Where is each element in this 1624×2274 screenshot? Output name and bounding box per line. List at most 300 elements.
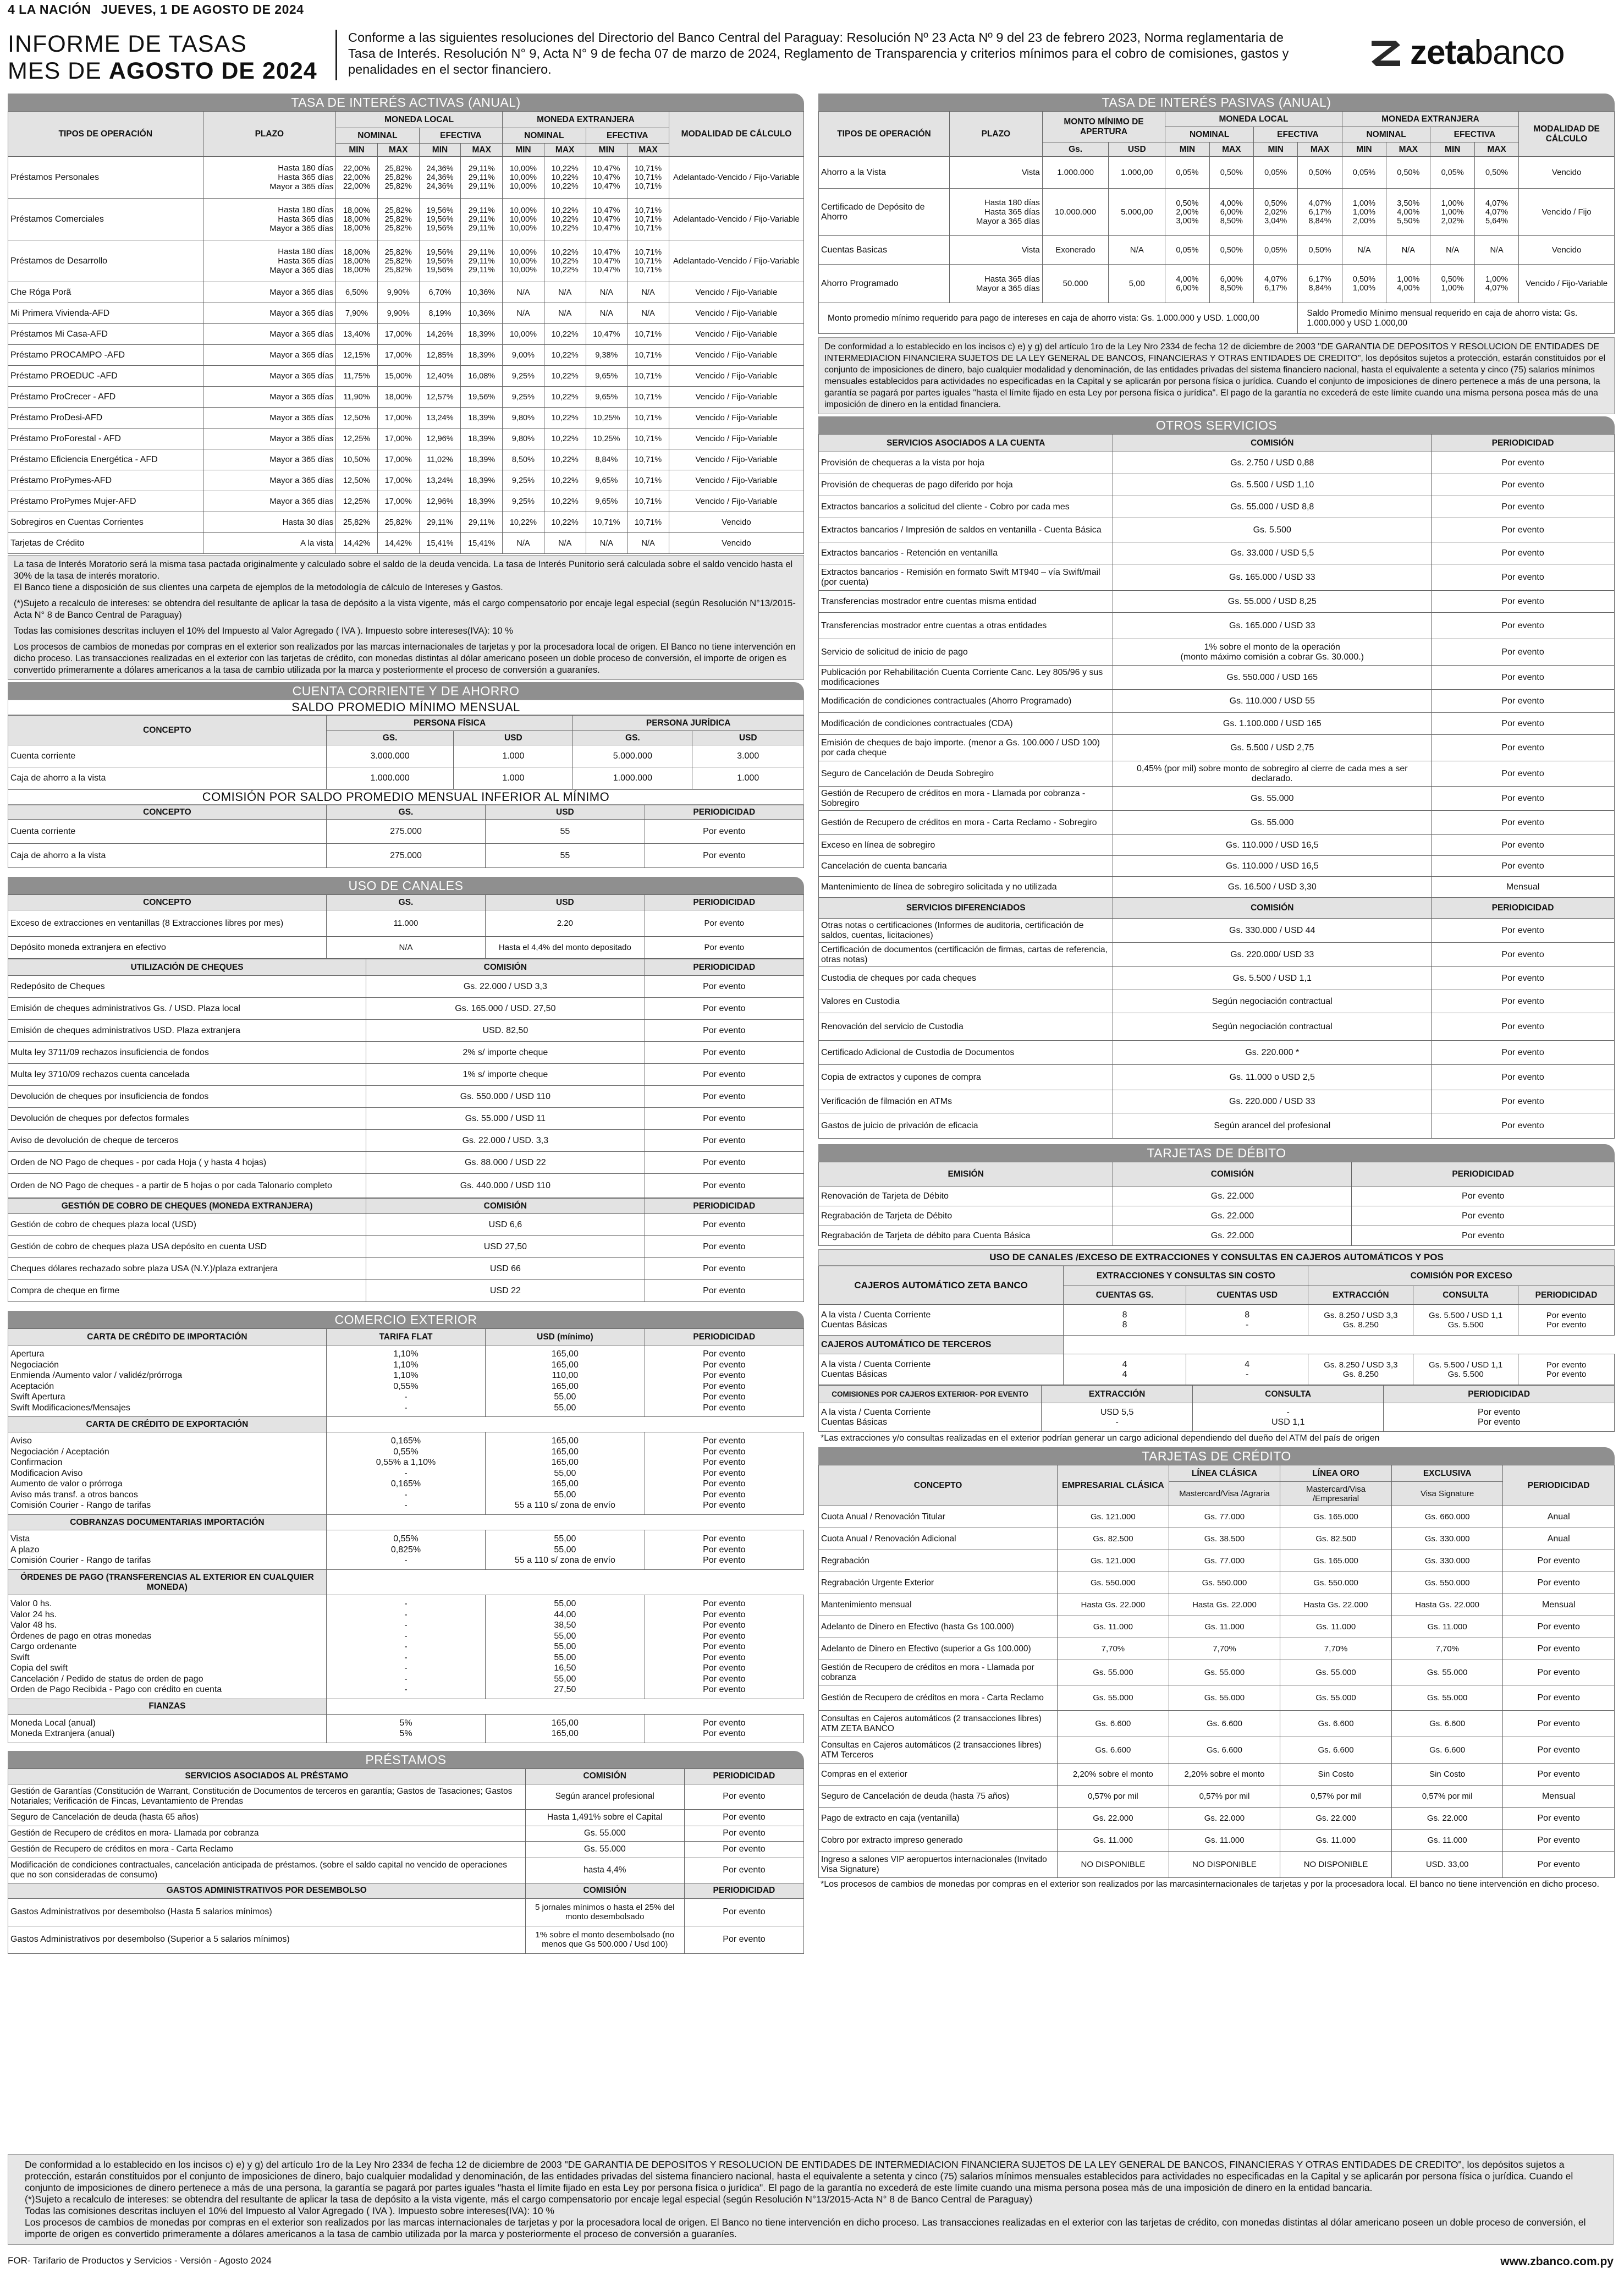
activas-table [8,111,804,554]
comision: Según negociación contractual [1113,990,1432,1013]
table-row [8,1826,804,1841]
comision: 1% sobre el monto de la operación (monto máximo comisión a cobrar Gs. 30.000.) [1113,639,1432,666]
col-plazo: PLAZO [203,112,336,157]
value: Sin Costo [1280,1764,1392,1786]
concepto: Certificado Adicional de Custodia de Documentos [819,1041,1113,1065]
rate-value: 24,36% 24,36% 24,36% [419,157,461,199]
operation-plazo: Mayor a 365 días [203,470,336,491]
credito-title: TARJETAS DE CRÉDITO [818,1447,1615,1465]
rate-value: 25,82% 25,82% 25,82% [377,199,419,240]
value: Gs. 11.000 [1058,1830,1169,1852]
operation-name: Mi Primera Vivienda-AFD [8,303,203,324]
col-extraccion: EXTRACCIÓN [1042,1386,1193,1403]
table-row [819,157,1615,189]
rate-value: 17,00% [377,429,419,449]
concepto: Regrabación de Tarjeta de Débito [819,1206,1113,1226]
comision: Gs. 11.000 o USD 2,5 [1113,1065,1432,1090]
periodicidad: Por evento [1503,1711,1615,1737]
rate-value: 10,50% [336,449,378,470]
col-periodicidad: PERIODICIDAD [645,1199,803,1214]
col-periodicidad: PERIODICIDAD [684,1883,803,1898]
col-exterior: COMISIONES POR CAJEROS EXTERIOR- POR EVENTO [819,1386,1042,1403]
tarifas: 0,55% 0,825% - [326,1530,485,1570]
value: N/A [326,937,485,959]
table-row [819,639,1615,666]
value: Gs. 6.600 [1280,1711,1392,1737]
table-row [8,303,804,324]
concepto: Gestión de cobro de cheques plaza USA depósito en cuenta USD [8,1236,366,1258]
table-row [819,265,1615,303]
concepto: Otras notas o certificaciones (Informes de auditoria, certificación de saldos, cuentas, licitaciones) [819,919,1113,943]
comision: Gs. 55.000 / USD 8,8 [1113,496,1432,518]
rate-value: 14,26% [419,324,461,345]
col-periodicidad: PERIODICIDAD [645,895,803,910]
col-tipo: TIPOS DE OPERACIÓN [8,112,203,157]
periodicidad: Por evento [684,1826,803,1841]
header-row [8,1570,804,1595]
table-row [819,1594,1615,1616]
periodicidad: Por evento Por evento Por evento [645,1530,803,1570]
comision: USD. 82,50 [366,1020,645,1042]
comision: 1% sobre el monto desembolsado (no menos que Gs 500.000 / Usd 100) [525,1926,684,1953]
rate-value: 10,47% [586,324,627,345]
table-row [8,1064,804,1086]
concepto: Caja de ahorro a la vista [8,844,327,868]
concepto: Gestión de cobro de cheques plaza local (USD) [8,1214,366,1236]
rate-value: 10,71% 10,71% 10,71% [627,157,669,199]
monto-gs: Exonerado [1042,236,1109,265]
col-gestion: GESTIÓN DE COBRO DE CHEQUES (MONEDA EXTRANJERA) [8,1199,366,1214]
rate-value: 25,82% 25,82% 25,82% [377,157,419,199]
concepto: A la vista / Cuenta Corriente Cuentas Básicas [819,1403,1042,1432]
periodicidad: Por evento [645,1280,803,1302]
comision: USD 6,6 [366,1214,645,1236]
rate-value: 10,47% 10,47% 10,47% [586,199,627,240]
usd-minimo: 55,00 44,00 38,50 55,00 55,00 55,00 16,50 55,00 27,50 [486,1595,645,1699]
col-diferenciados: SERVICIOS DIFERENCIADOS [819,898,1113,919]
value: 55 [486,844,645,868]
comision: Según negociación contractual [1113,1013,1432,1041]
table-row [819,613,1615,639]
rate-value: 12,57% [419,387,461,408]
value: 1.000 [454,767,573,789]
value: Gs. 121.000 [1058,1550,1169,1572]
header-row [819,1266,1615,1286]
rate-value: 12,25% [336,491,378,512]
value: 0,57% por mil [1058,1786,1169,1808]
comision: Gs. 88.000 / USD 22 [366,1152,645,1174]
rate-value: 9,80% [503,408,544,429]
comision: Gs. 165.000 / USD 33 [1113,613,1432,639]
extraccion: Gs. 8.250 / USD 3,3 Gs. 8.250 [1308,1305,1413,1336]
table-row [819,236,1615,265]
col-gs: GS. [573,731,692,745]
col-tarifa: TARIFA FLAT [326,1329,485,1345]
rate-value: 18,00% 18,00% 18,00% [336,199,378,240]
comision: Gs. 22.000 [1113,1187,1352,1206]
monto-gs: 1.000.000 [1042,157,1109,189]
periodicidad: Por evento [684,1841,803,1858]
periodicidad: Por evento [1432,1041,1615,1065]
comision: Gs. 2.750 / USD 0,88 [1113,452,1432,474]
pasivas-note-saldo: Saldo Promedio Mínimo mensual requerido en caja de ahorro vista: Gs. 1.000.000 y USD 1.000,00 [1298,303,1615,334]
blank [645,1417,803,1432]
comision: Gs. 220.000 * [1113,1041,1432,1065]
concepto: Cheques dólares rechazado sobre plaza USA (N.Y.)/plaza extranjera [8,1258,366,1280]
table-row [819,1226,1615,1246]
table-row [819,496,1615,518]
comision: Gs. 33.000 / USD 5,5 [1113,542,1432,564]
col-moneda-local: MONEDA LOCAL [1165,112,1342,127]
comision: Gs. 22.000 / USD. 3,3 [366,1130,645,1152]
rate-value: 9,65% [586,470,627,491]
comision: Según arancel profesional [525,1784,684,1809]
col-max: MAX [1298,142,1342,157]
rate-value: 12,40% [419,366,461,387]
table-row [819,1187,1615,1206]
concepto: Compra de cheque en firme [8,1280,366,1302]
concepto: Regrabación de Tarjeta de débito para Cuenta Básica [819,1226,1113,1246]
periodicidad: Por evento [1432,1090,1615,1113]
monto-usd: 5,00 [1109,265,1165,303]
rate-value: 9,65% [586,366,627,387]
concepto: Emisión de cheques administrativos USD. Plaza extranjera [8,1020,366,1042]
col-usd: USD [454,731,573,745]
rate-value: 6,50% [336,282,378,303]
modalidad: Vencido / Fijo-Variable [669,491,803,512]
col-usd: USD [486,895,645,910]
table-row [819,189,1615,236]
rate-value: 0,50% 1,00% [1342,265,1386,303]
footer-line [8,2255,1614,2268]
blank [326,1515,485,1530]
rate-value: 9,38% [586,345,627,366]
table-row [8,1130,804,1152]
rate-value: 4,07% 6,17% [1253,265,1297,303]
rate-value: 10,22% 10,22% 10,22% [544,157,586,199]
comision: Gs. 110.000 / USD 16,5 [1113,835,1432,856]
tarifas: 5% 5% [326,1714,485,1743]
periodicidad: Por evento [1503,1764,1615,1786]
value: Gs. 55.000 [1058,1685,1169,1711]
value: Hasta Gs. 22.000 [1391,1594,1503,1616]
rate-value: 0,05% [1253,236,1297,265]
table-row [819,990,1615,1013]
value: Gs. 55.000 [1391,1660,1503,1685]
col-max: MAX [627,144,669,157]
table-row [8,1086,804,1108]
periodicidad: Por evento [1432,639,1615,666]
concepto: Provisión de chequeras de pago diferido por hoja [819,474,1113,496]
value: Gs. 330.000 [1391,1528,1503,1550]
periodicidad: Por evento [645,1236,803,1258]
table-row [8,1042,804,1064]
table-row [819,713,1615,735]
concepto: Gestión de Recupero de créditos en mora - Carta Reclamo [819,1685,1058,1711]
col-consulta: CONSULTA [1413,1286,1518,1305]
value: Hasta Gs. 22.000 [1280,1594,1392,1616]
value: NO DISPONIBLE [1169,1852,1280,1878]
rate-value: 0,50% [1474,157,1518,189]
footer-url[interactable]: www.zbanco.com.py [1500,2255,1614,2268]
rate-value: 17,00% [377,470,419,491]
periodicidad: Por evento [645,1064,803,1086]
operation-plazo: Mayor a 365 días [203,282,336,303]
rate-value: 19,56% 19,56% 19,56% [419,240,461,282]
rate-value: 18,39% [461,429,503,449]
periodicidad: Mensual [1503,1786,1615,1808]
rate-value: 18,39% [461,449,503,470]
activas-note: Los procesos de cambios de monedas por compras en el exterior son realizados por las marcas internacionales de tarjetas y por la procesadora local de origen. El Banco no tiene intervención en dicho proceso. Las transacciones realizadas en el exterior con las tarjetas de crédito, con monedas distintas al dólar americano poseen un doble proceso de conversión, el importe de origen es convertido primeramente a dólares americanos a la tasa de cambio utilizada por la marca y posteriormente el proceso de conversión a guaraníes. [14,642,796,675]
value: 275.000 [326,844,485,868]
saldo-minimo-table [8,715,804,789]
operation-name: Cuentas Basicas [819,236,950,265]
periodicidad: Por evento [1503,1852,1615,1878]
rate-value: 11,75% [336,366,378,387]
rate-value: 13,24% [419,470,461,491]
periodicidad: Por evento [1432,919,1615,943]
concepto: Transferencias mostrador entre cuentas a otras entidades [819,613,1113,639]
concepto: Gestión de Recupero de créditos en mora - Llamada por cobranza - Sobregiro [819,787,1113,811]
concepto: Devolución de cheques por insuficiencia de fondos [8,1086,366,1108]
col-linea-clasica-sub: Mastercard/Visa /Agraria [1169,1482,1280,1506]
rate-value: 10,22% [544,324,586,345]
usd-minimo: 55,00 55,00 55 a 110 s/ zona de envío [486,1530,645,1570]
rate-value: 9,80% [503,429,544,449]
value: Gs. 55.000 [1058,1660,1169,1685]
extraccion: USD 5,5 - [1042,1403,1193,1432]
rate-value: 17,00% [377,324,419,345]
concepto: Provisión de chequeras a la vista por hoja [819,452,1113,474]
comision: Gs. 330.000 / USD 44 [1113,919,1432,943]
concepto: Extractos bancarios - Retención en ventanilla [819,542,1113,564]
header-row [819,1386,1615,1403]
cuentas-gs: 8 8 [1064,1305,1186,1336]
concepto: Seguro de Cancelación de Deuda Sobregiro [819,761,1113,787]
concepto: Adelanto de Dinero en Efectivo (superior a Gs 100.000) [819,1638,1058,1660]
concepto: Compras en el exterior [819,1764,1058,1786]
rate-value: 12,96% [419,491,461,512]
rate-value: 12,50% [336,470,378,491]
value: Gs. 121.000 [1058,1506,1169,1528]
rate-value: N/A [1474,236,1518,265]
value: Gs. 6.600 [1169,1711,1280,1737]
table-row [8,1841,804,1858]
header-row [8,1883,804,1898]
table-row [819,735,1615,761]
col-usd: USD [486,805,645,820]
comision: Gs. 55.000 / USD 11 [366,1108,645,1130]
table-row [819,1830,1615,1852]
value: Gs. 6.600 [1058,1737,1169,1764]
periodicidad: Por evento [645,1108,803,1130]
value: 7,70% [1169,1638,1280,1660]
concepto: Mantenimiento de línea de sobregiro solicitada y no utilizada [819,877,1113,898]
col-comision: COMISIÓN [1113,898,1432,919]
blank [326,1570,485,1595]
periodicidad: Por evento [1432,811,1615,835]
concepto: Renovación del servicio de Custodia [819,1013,1113,1041]
value: Hasta Gs. 22.000 [1169,1594,1280,1616]
table-row [8,910,804,937]
periodicidad: Por evento [1432,713,1615,735]
table-row [8,1174,804,1198]
header-row [819,898,1615,919]
blank [645,1515,803,1530]
col-min: MIN [1430,142,1474,157]
col-linea-oro: LÍNEA ORO [1280,1465,1392,1482]
value: 1.000.000 [573,767,692,789]
col-moneda-local: MONEDA LOCAL [336,112,503,128]
periodicidad: Por evento [1503,1616,1615,1638]
table-row [8,491,804,512]
table-row [819,1616,1615,1638]
value: Gs. 550.000 [1058,1572,1169,1594]
rate-value: 13,24% [419,408,461,429]
periodicidad: Por evento [1432,452,1615,474]
modalidad: Vencido [669,512,803,533]
col-extraccion: EXTRACCIÓN [1308,1286,1413,1305]
operation-name: Préstamo ProCrecer - AFD [8,387,203,408]
periodicidad: Por evento [684,1898,803,1926]
rate-value: 0,50% [1386,157,1430,189]
value: Por evento [645,937,803,959]
activas-notes [8,555,804,680]
rate-value: 8,50% [503,449,544,470]
comision: Hasta 1,491% sobre el Capital [525,1809,684,1826]
col-gs: Gs. [1042,142,1109,157]
table-row [8,1152,804,1174]
table-row [8,429,804,449]
concepto: Exceso de extracciones en ventanillas (8 Extracciones libres por mes) [8,910,327,937]
table-row [819,1354,1615,1385]
cheques-table [8,959,804,1198]
rate-value: 10,00% 10,00% 10,00% [503,157,544,199]
col-moneda-extranjera: MONEDA EXTRANJERA [1342,112,1519,127]
rate-value: 10,71% [627,324,669,345]
rate-value: N/A [586,282,627,303]
value: Gs. 22.000 [1280,1808,1392,1830]
rate-value: 4,00% 6,00% [1165,265,1209,303]
table-row [819,1113,1615,1139]
operation-plazo: Mayor a 365 días [203,491,336,512]
table-row [8,1020,804,1042]
value: Por evento [645,820,803,844]
cuenta-subtitle-comision: COMISIÓN POR SALDO PROMEDIO MENSUAL INFERIOR AL MÍNIMO [8,789,804,805]
table-row [8,199,804,240]
debito-title: TARJETAS DE DÉBITO [818,1144,1615,1162]
operation-plazo: Hasta 180 días Hasta 365 días Mayor a 365 días [203,157,336,199]
footer-note-recalculo: (*)Sujeto a recalculo de intereses: se obtendra del resultante de aplicar la tasa de depósito a la vista vigente, más el cargo compensatorio por encaje legal especial (según Resolución N°13/2015-Acta N° 8 de Banco Central de Paraguay) [25,2194,1033,2205]
activas-note: Todas las comisiones descritas incluyen el 10% del Impuesto al Valor Agregado ( IVA ). Impuesto sobre intereses(IVA): 10 % [14,626,513,636]
comision: Gs. 550.000 / USD 110 [366,1086,645,1108]
periodicidad: Por evento [645,1258,803,1280]
rate-value: 10,36% [461,303,503,324]
operation-plazo: Hasta 30 días [203,512,336,533]
modalidad: Vencido / Fijo [1519,189,1615,236]
col-servicios: SERVICIOS ASOCIADOS AL PRÉSTAMO [8,1768,526,1784]
operation-name: Ahorro Programado [819,265,950,303]
rate-value: 25,82% 25,82% 25,82% [377,240,419,282]
table-row [819,1305,1615,1336]
col-max: MAX [377,144,419,157]
blank [486,1417,645,1432]
concepto: Cobro por extracto impreso generado [819,1830,1058,1852]
col-seccion: CARTA DE CRÉDITO DE IMPORTACIÓN [8,1329,327,1345]
col-periodicidad: PERIODICIDAD [1352,1162,1615,1187]
gestion-cobro-table [8,1198,804,1302]
value: 3.000.000 [326,745,454,767]
col-concepto: CONCEPTO [8,805,327,820]
header-row [819,435,1615,452]
table-row [819,877,1615,898]
rate-value: 29,11% 29,11% 29,11% [461,199,503,240]
comision: hasta 4,4% [525,1858,684,1883]
value: 55 [486,820,645,844]
table-row [8,1432,804,1515]
modalidad: Adelantado-Vencido / Fijo-Variable [669,240,803,282]
table-row [8,937,804,959]
rate-value: 1,00% 4,00% [1386,265,1430,303]
col-gs: GS. [326,895,485,910]
value: Hasta el 4,4% del monto depositado [486,937,645,959]
cuentas-usd: 4 - [1186,1354,1308,1385]
activas-note: (*)Sujeto a recalculo de intereses: se obtendra del resultante de aplicar la tasa de depósito a la vista vigente, más el cargo compensatorio por encaje legal especial (según Resolución N°13/2015-Acta N° 8 de Banco Central de Paraguay) [14,598,796,620]
concepto: Emisión de cheques administrativos Gs. / USD. Plaza local [8,998,366,1020]
col-nominal: NOMINAL [1342,127,1430,142]
rate-value: 7,90% [336,303,378,324]
operation-name: Préstamo Eficiencia Energética - AFD [8,449,203,470]
value: Gs. 6.600 [1058,1711,1169,1737]
table-row [819,1528,1615,1550]
concepto: Adelanto de Dinero en Efectivo (hasta Gs 100.000) [819,1616,1058,1638]
value: Gs. 6.600 [1169,1737,1280,1764]
concepto: Aviso de devolución de cheque de terceros [8,1130,366,1152]
rate-value: N/A [1430,236,1474,265]
debito-table [818,1162,1615,1246]
operation-name: Préstamo PROCAMPO -AFD [8,345,203,366]
header-row [8,1768,804,1784]
modalidad: Vencido [1519,157,1615,189]
rate-value: N/A [586,303,627,324]
rate-value: 14,42% [377,533,419,554]
header-row [8,1329,804,1345]
periodicidad: Por evento [684,1809,803,1826]
col-linea-clasica: LÍNEA CLÁSICA [1169,1465,1280,1482]
rate-value: 29,11% [461,512,503,533]
comision: Gs. 22.000 [1113,1206,1352,1226]
header-row [8,959,804,976]
periodicidad: Por evento Por evento Por evento Por evento Por evento Por evento [645,1345,803,1417]
operation-name: Préstamos Personales [8,157,203,199]
rate-value: 0,05% [1165,157,1209,189]
rate-value: 12,85% [419,345,461,366]
col-max: MAX [1474,142,1518,157]
table-row [8,1898,804,1926]
comision: Gs. 110.000 / USD 55 [1113,690,1432,713]
operation-name: Tarjetas de Crédito [8,533,203,554]
table-row [8,1108,804,1130]
table-row [819,761,1615,787]
col-concepto: CONCEPTO [8,895,327,910]
concepto: Multa ley 3710/09 rechazos cuenta cancelada [8,1064,366,1086]
modalidad: Adelantado-Vencido / Fijo-Variable [669,199,803,240]
value: NO DISPONIBLE [1058,1852,1169,1878]
col-linea-oro-sub: Mastercard/Visa /Empresarial [1280,1482,1392,1506]
value: Gs. 11.000 [1169,1616,1280,1638]
comision: Gs. 5.500 / USD 1,1 [1113,967,1432,990]
rate-value: N/A [586,533,627,554]
